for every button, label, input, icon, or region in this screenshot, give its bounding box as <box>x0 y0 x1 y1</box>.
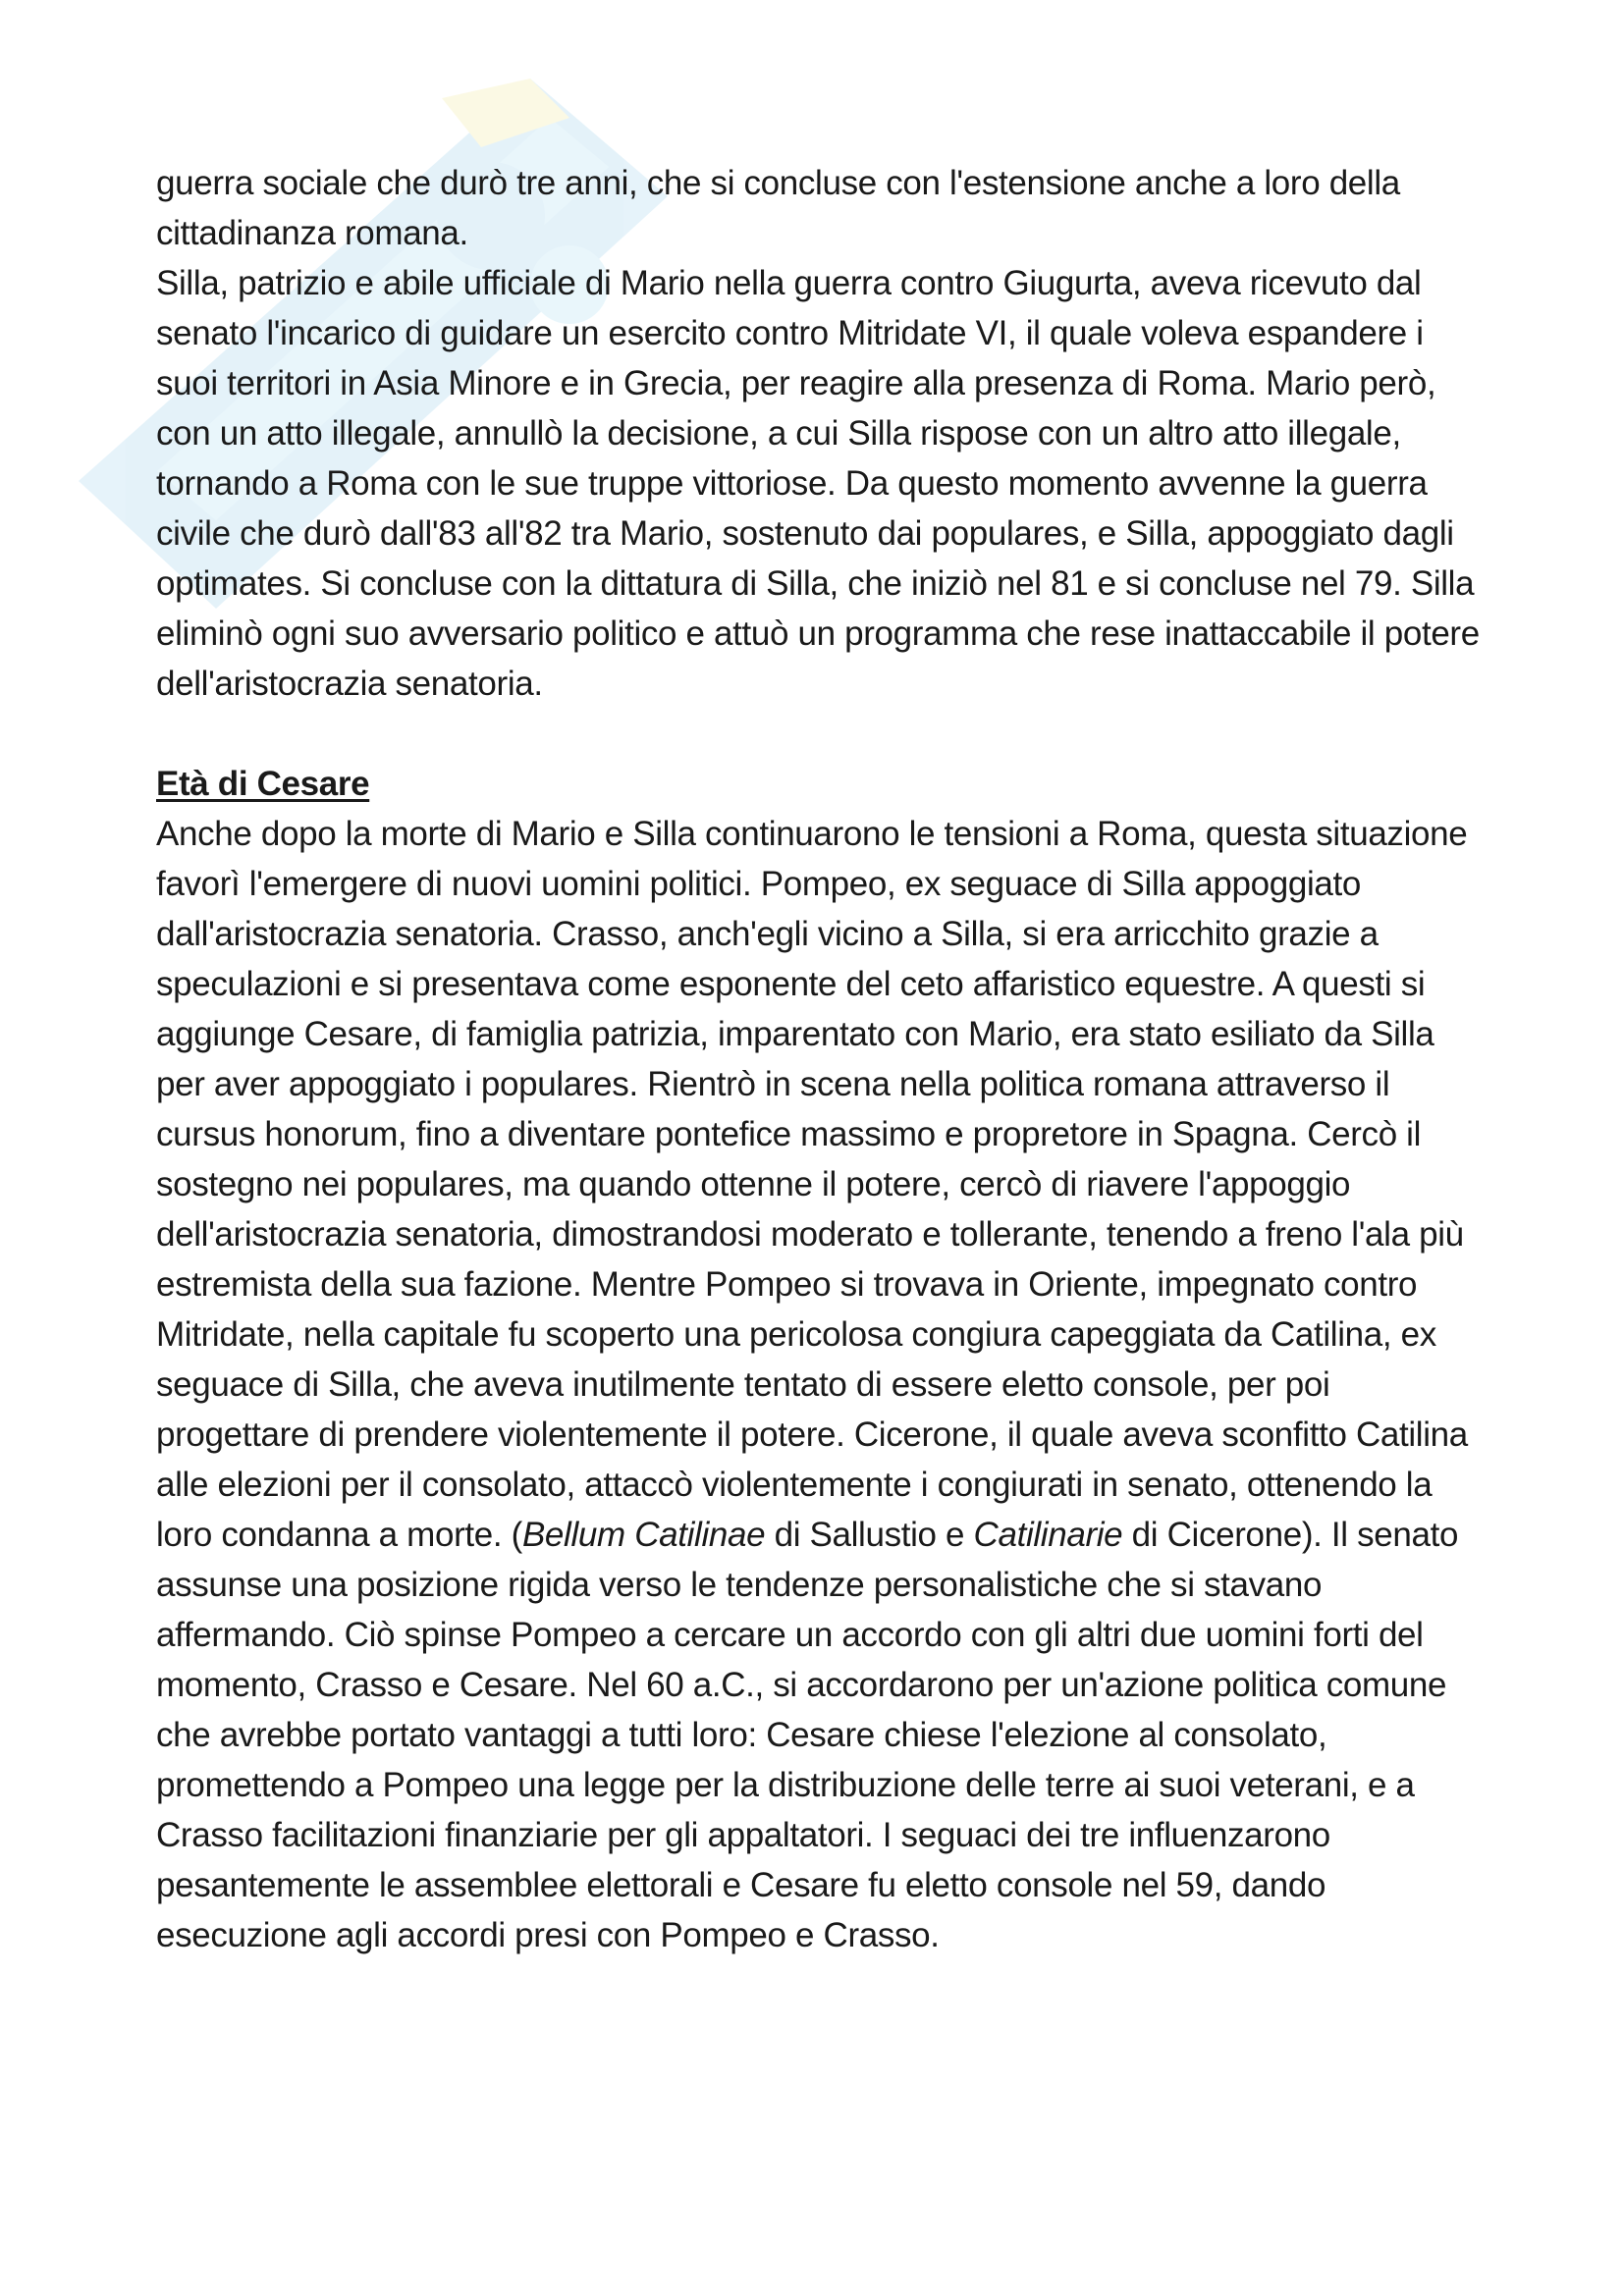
paragraph-guerra-sociale: guerra sociale che durò tre anni, che si concluse con l'estensione anche a loro della cittadinanza romana. <box>156 164 1400 252</box>
paragraph-cesare-text-2: di Sallustio e <box>765 1516 974 1554</box>
paragraph-cesare-text-1: Anche dopo la morte di Mario e Silla continuarono le tensioni a Roma, questa situazione favorì l'emergere di nuovi uomini politici. Pompeo, ex seguace di Silla appoggiato dall'aristocrazia senatoria. Crasso, anch'egli vicino a Silla, si era arricchito grazie a speculazioni e si presentava come esponente del ceto affaristico equestre. A questi si aggiunge Cesare, di famiglia patrizia, imparentato con Mario, era stato esiliato da Silla per aver appoggiato i populares. Rientrò in scena nella politica romana attraverso il cursus honorum, fino a diventare pontefice massimo e propretore in Spagna. Cercò il sostegno nei populares, ma quando ottenne il potere, cercò di riavere l'appoggio dell'aristocrazia senatoria, dimostrandosi moderato e tollerante, tenendo a freno l'ala più estremista della sua fazione. Mentre Pompeo si trovava in Oriente, impegnato contro Mitridate, nella capitale fu scoperto una pericolosa congiura capeggiata da Catilina, ex seguace di Silla, che aveva inutilmente tentato di essere eletto console, per poi progettare di prendere violentemente il potere. Cicerone, il quale aveva sconfitto Catilina alle elezioni per il consolato, attaccò violentemente i congiurati in senato, ottenendo la loro condanna a morte. ( <box>156 815 1468 1554</box>
italic-title-bellum-catilinae: Bellum Catilinae <box>521 1516 766 1554</box>
paragraph-gap <box>156 709 1491 759</box>
document-body <box>156 158 1491 1960</box>
section-heading-eta-di-cesare: Età di Cesare <box>156 765 370 803</box>
paragraph-cesare <box>156 809 1491 1960</box>
paragraph-cesare-text-3: di Cicerone). Il senato assunse una posizione rigida verso le tendenze personalistiche che si stavano affermando. Ciò spinse Pompeo a cercare un accordo con gli altri due uomini forti del momento, Crasso e Cesare. Nel 60 a.C., si accordarono per un'azione politica comune che avrebbe portato vantaggi a tutti loro: Cesare chiese l'elezione al consolato, promettendo a Pompeo una legge per la distribuzione delle terre ai suoi veterani, e a Crasso facilitazioni finanziarie per gli appaltatori. I seguaci dei tre influenzarono pesantemente le assemblee elettorali e Cesare fu eletto console nel 59, dando esecuzione agli accordi presi con Pompeo e Crasso. <box>156 1516 1459 1954</box>
paragraph-silla: Silla, patrizio e abile ufficiale di Mario nella guerra contro Giugurta, aveva ricevuto dal senato l'incarico di guidare un esercito contro Mitridate VI, il quale voleva espandere i suoi territori in Asia Minore e in Grecia, per reagire alla presenza di Roma. Mario però, con un atto illegale, annullò la decisione, a cui Silla rispose con un altro atto illegale, tornando a Roma con le sue truppe vittoriose. Da questo momento avvenne la guerra civile che durò dall'83 all'82 tra Mario, sostenuto dai populares, e Silla, appoggiato dagli optimates. Si concluse con la dittatura di Silla, che iniziò nel 81 e si concluse nel 79. Silla eliminò ogni suo avversario politico e attuò un programma che rese inattaccabile il potere dell'aristocrazia senatoria. <box>156 264 1480 703</box>
italic-title-catilinarie: Catilinarie <box>973 1516 1123 1554</box>
